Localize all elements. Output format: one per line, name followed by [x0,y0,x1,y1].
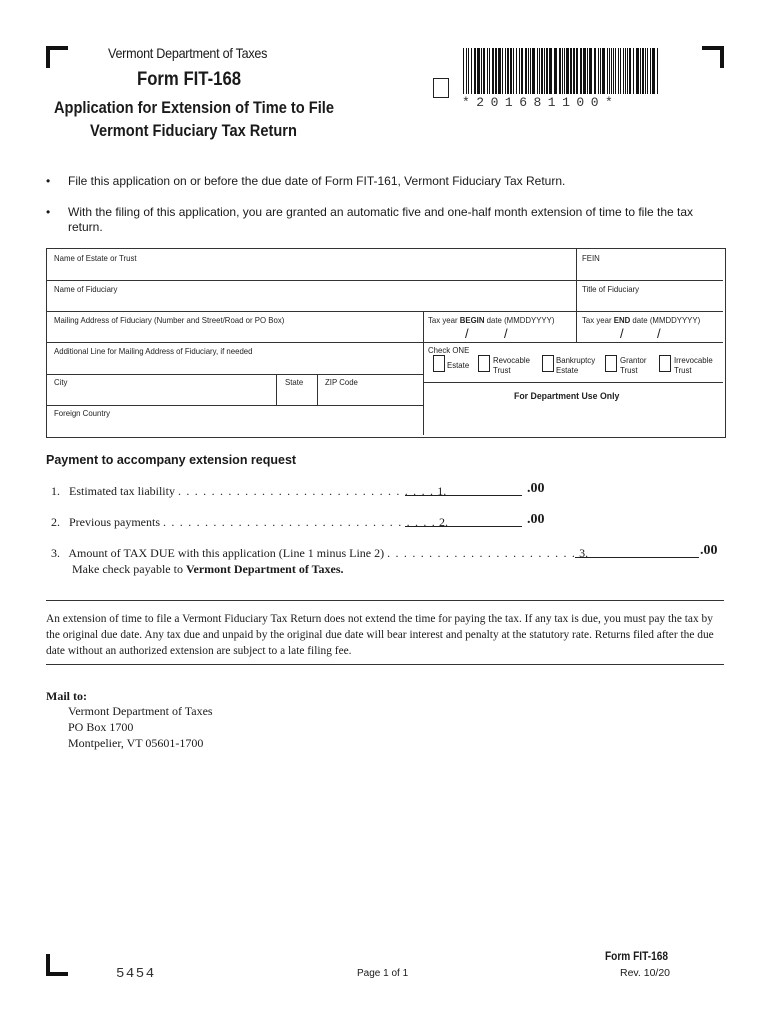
barcode-text: *201681100* [462,95,620,110]
line-1-estimated-tax: 1. Estimated tax liability . . . . . . . . . . . . . . . . . . . . . . . . . . . . . . . 1. [51,484,447,498]
instruction-bullet: • With the filing of this application, you are granted an automatic five and one-half month extension of time to file the tax [46,205,694,219]
line-3-cents: .00 [700,543,718,558]
form-title-line1: Application for Extension of Time to File [54,98,334,117]
mail-address-line: Montpelier, VT 05601-1700 [68,736,204,750]
grantor-trust-label: Grantor Trust [620,355,647,375]
date-separator: / [504,326,508,341]
mail-to-heading: Mail to: [46,689,87,703]
estate-name-field[interactable]: Name of Estate or Trust [54,253,137,263]
tax-year-begin-field[interactable]: Tax year BEGIN date (MMDDYYYY) [428,315,555,325]
irrevocable-trust-checkbox[interactable] [659,355,671,372]
footer-form-number: Form FIT-168 [605,951,668,963]
mail-address-line: Vermont Department of Taxes [68,704,213,718]
date-separator: / [465,326,469,341]
instruction-bullet: • File this application on or before the due date of Form FIT-161, Vermont Fiduciary Tax Return. [46,174,566,188]
line-1-amount-field[interactable] [405,483,522,496]
line-2-cents: .00 [527,512,545,527]
irrevocable-trust-label: Irrevocable Trust [674,355,713,375]
divider [46,664,724,665]
form-number: Form FIT-168 [137,69,242,90]
extension-notice: An extension of time to file a Vermont Fiduciary Tax Return does not extend the time for paying the tax. If any tax is due, you must pay the tax by the original due date. Any tax due and unpaid by the original due date will bear interest and penalty at the statutory rate. Returns filed after the due date without an authorized extension are subject to a late filing fee. [46,613,714,657]
mail-address-line: PO Box 1700 [68,720,134,734]
amended-checkbox[interactable] [433,78,449,98]
line-2-amount-field[interactable] [405,514,522,527]
bullet-icon: • [46,205,51,219]
mailing-address-field[interactable]: Mailing Address of Fiduciary (Number and Street/Road or PO Box) [54,315,285,325]
grantor-trust-checkbox[interactable] [605,355,617,372]
page-number: Page 1 of 1 [357,968,409,979]
fiduciary-title-field[interactable]: Title of Fiduciary [582,284,640,294]
fein-field[interactable]: FEIN [582,253,600,263]
zip-field[interactable]: ZIP Code [325,377,358,387]
check-payable-note: Make check payable to Vermont Department of Taxes. [72,562,344,576]
payment-heading: Payment to accompany extension request [46,453,297,467]
line-2-previous-payments: 2. Previous payments . . . . . . . . . . . . . . . . . . . . . . . . . . . . . . . . . 2. [51,515,448,529]
fiduciary-name-field[interactable]: Name of Fiduciary [54,284,118,294]
additional-address-field[interactable]: Additional Line for Mailing Address of Fiduciary, if needed [54,346,253,356]
bankruptcy-estate-label: Bankruptcy Estate [556,355,596,375]
line-3-tax-due: 3. Amount of TAX DUE with this application (Line 1 minus Line 2) . . . . . . . . . . . . . . . . . . . . . . . 3. [51,546,589,560]
foreign-country-field[interactable]: Foreign Country [54,408,111,418]
tax-year-end-field[interactable]: Tax year END date (MMDDYYYY) [582,315,701,325]
bankruptcy-estate-checkbox[interactable] [542,355,554,372]
corner-mark-top-left-v [46,46,50,68]
revocable-trust-label: Revocable Trust [493,355,530,375]
date-separator: / [620,326,624,341]
department-name: Vermont Department of Taxes [108,45,268,61]
estate-label: Estate [447,360,470,370]
divider [46,600,724,601]
check-one-label: Check ONE [428,345,470,355]
city-field[interactable]: City [54,377,68,387]
line-1-cents: .00 [527,481,545,496]
instruction-bullet-continued: return. [68,220,103,234]
department-use-label: For Department Use Only [514,391,620,402]
line-3-amount-field[interactable] [575,545,699,558]
revocable-trust-checkbox[interactable] [478,355,490,372]
corner-mark-bottom-left-v [46,954,50,976]
form-code: 5454 [116,966,156,982]
barcode-image [463,48,661,94]
estate-checkbox[interactable] [433,355,445,372]
state-field[interactable]: State [285,377,304,387]
form-title-line2: Vermont Fiduciary Tax Return [90,121,297,140]
date-separator: / [657,326,661,341]
footer-revision: Rev. 10/20 [620,967,671,979]
taxpayer-info-grid [46,248,726,438]
bullet-icon: • [46,174,51,188]
corner-mark-top-right-v [720,46,724,68]
